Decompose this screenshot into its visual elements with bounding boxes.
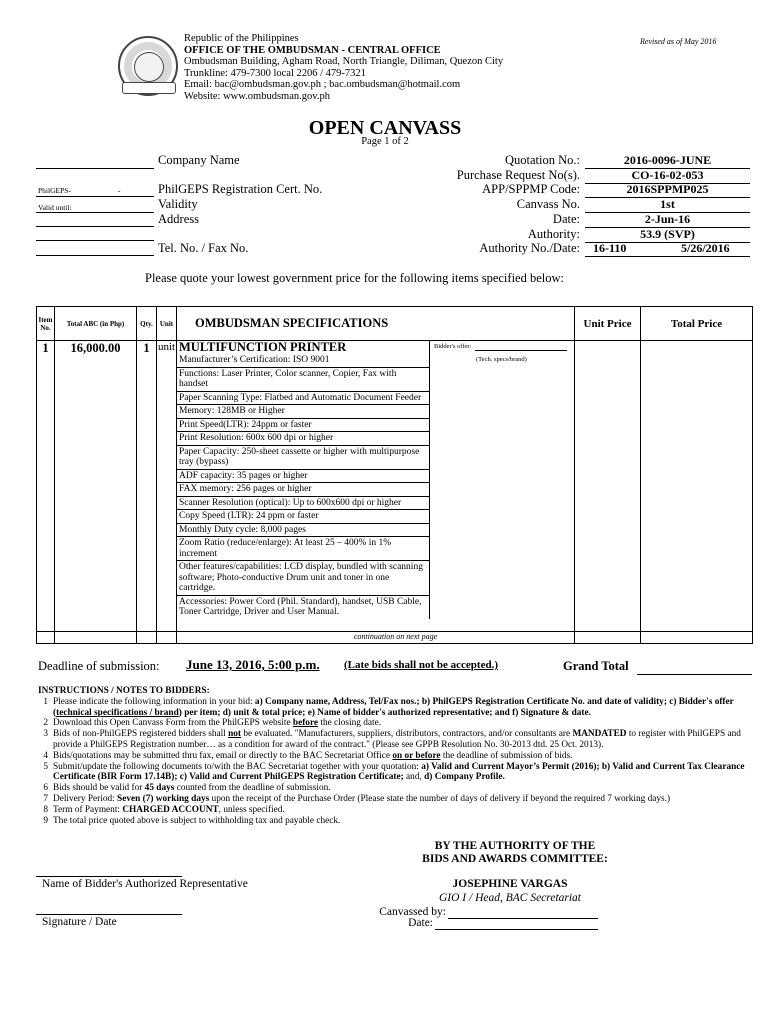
instruction-fragment: technical specifications / brand: [56, 707, 179, 718]
instruction-number: 1: [43, 696, 48, 707]
authority-date-value: 5/26/2016: [681, 241, 730, 255]
spec-line: Other features/capabilities: LCD display, bundled with scanning software; Photo-conductive Drum unit and toner in one cartridge.: [177, 561, 429, 596]
authority-no-value: 16-110: [593, 241, 627, 255]
spec-line: Scanner Resolution (optical): Up to 600x600 dpi or higher: [177, 497, 429, 511]
unit-price-cell[interactable]: [575, 341, 641, 632]
authority-value: 53.9 (SVP): [585, 227, 750, 243]
company-name-line[interactable]: [36, 168, 154, 169]
instruction-text: [53, 816, 750, 827]
deadline-label: Deadline of submission:: [38, 659, 160, 673]
instruction-fragment: upon the receipt of the Purchase Order (Please state the number of days of delivery if beyond the required 7 working days.): [209, 793, 671, 804]
instruction-fragment: ) per item; d) unit & total price; e) Name of bidder's authorized representative; and f) Signature & date.: [178, 707, 591, 718]
canvassed-by-label: Canvassed by:: [379, 906, 446, 918]
item-name: MULTIFUNCTION PRINTER: [179, 340, 347, 354]
instruction-number: 6: [43, 783, 48, 794]
instruction-fragment: a) Company name, Address, Tel/Fax nos.; b) PhilGEPS Registration Certificate No. and date of validity; c) Bidder's offer (: [53, 696, 734, 718]
app-code-value: 2016SPPMP025: [585, 182, 750, 198]
table-header-row: [37, 307, 753, 341]
instruction-number: 2: [43, 718, 48, 729]
instruction-fragment: Bids should be valid for: [53, 783, 145, 794]
instruction-fragment: be evaluated. "Manufacturers, suppliers, distributors, contractors, and/or consultants are: [241, 729, 573, 740]
bidders-offer-line[interactable]: [475, 350, 567, 351]
instruction-text: [53, 805, 750, 816]
unit-cell: unit: [157, 341, 177, 632]
instruction-text: [53, 697, 750, 719]
instruction-fragment: counted from the deadline of submission.: [174, 783, 331, 794]
table-row: [37, 632, 753, 644]
instruction-fragment: Download this Open Canvass Form from the PhilGEPS website: [53, 718, 293, 729]
authority-line1: BY THE AUTHORITY OF THE: [434, 840, 596, 852]
instruction-number: 7: [43, 793, 48, 804]
instruction-fragment: , unless specified.: [218, 804, 285, 815]
instruction-fragment: the closing date.: [318, 718, 382, 729]
instruction-item: [38, 794, 750, 805]
seal-emblem-icon: [134, 52, 164, 82]
letterhead-line1: Republic of the Philippines: [184, 33, 299, 44]
instruction-fragment: to register with PhilGEPS and provide a PhilGEPS Registration number… as a condition for award of the contract." (Please see GPPB Resolution No. 30-2013 dtd. 25 Oct. 2013).: [53, 729, 741, 750]
officer-name: JOSEPHINE VARGAS: [452, 878, 568, 890]
spec-list: [177, 341, 430, 619]
grand-total-label: Grand Total: [563, 659, 629, 673]
spec-line: Print Speed(LTR): 24ppm or faster: [177, 419, 429, 433]
validity-label: Validity: [158, 197, 198, 211]
page-number: Page 1 of 2: [361, 136, 409, 147]
authority-no-label: Authority No./Date:: [479, 241, 580, 255]
grand-total-line[interactable]: [637, 674, 752, 675]
bidders-offer-area[interactable]: [430, 341, 574, 619]
seal-ribbon: [122, 82, 176, 94]
letterhead-website: Website: www.ombudsman.gov.ph: [184, 90, 330, 102]
philgeps-prefix: PhilGEPS-: [38, 186, 71, 195]
valid-until-prefix: Valid until:: [38, 203, 72, 212]
instructions: [38, 686, 750, 826]
header-total-price: Total Price: [641, 307, 753, 341]
representative-name-label: Name of Bidder's Authorized Representative: [42, 878, 248, 890]
header-total-abc: Total ABC (in Php): [55, 307, 137, 341]
instruction-item: [38, 697, 750, 719]
instruction-number: 9: [43, 815, 48, 826]
validity-line[interactable]: [36, 212, 154, 213]
letterhead: [184, 33, 503, 102]
header-qty: Qty.: [137, 307, 157, 341]
instruction-item: [38, 805, 750, 816]
instruction-item: [38, 718, 750, 729]
instruction-fragment: 45 days: [144, 783, 175, 794]
instruction-fragment: MANDATED: [572, 729, 627, 740]
revised-note: Revised as of May 2016: [640, 37, 717, 46]
tel-fax-label: Tel. No. / Fax No.: [158, 241, 249, 255]
instruction-number: 5: [43, 761, 48, 772]
total-price-cell[interactable]: [641, 341, 753, 632]
address-line-2[interactable]: [36, 240, 154, 241]
page-title: OPEN CANVASS: [308, 117, 462, 139]
philgeps-dash: -: [118, 186, 121, 195]
instruction-fragment: a) Valid and Current Mayor’s Permit (2016); b) Valid and Current Tax Clearance Certificate (BIR Form 17.14B); c) Valid and Current PhilGEPS Registration Certificate;: [53, 761, 745, 783]
spec-line: Paper Scanning Type: Flatbed and Automatic Document Feeder: [177, 392, 429, 406]
instruction-fragment: Bids of non-PhilGEPS registered bidders shall: [53, 729, 229, 740]
instruction-number: 3: [43, 729, 48, 740]
instruction-fragment: Bids/quotations may be submitted thru fax, email or directly to the BAC Secretariat Office: [53, 750, 393, 761]
instruction-fragment: Seven (7) working days: [117, 793, 210, 804]
instruction-number: 8: [43, 804, 48, 815]
letterhead-email: Email: bac@ombudsman.gov.ph ; bac.ombudsman@hotmail.com: [184, 79, 461, 90]
signature-date-label: Signature / Date: [42, 916, 117, 928]
tech-specs-label: (Tech. specs/brand): [476, 356, 527, 363]
letterhead-trunkline: Trunkline: 479-7300 local 2206 / 479-7321: [184, 67, 366, 79]
items-table: [36, 306, 753, 644]
instruction-text: [53, 718, 750, 729]
canvass-no-label: Canvass No.: [516, 197, 580, 211]
signature-date-line[interactable]: [36, 914, 182, 915]
abc-cell: 16,000.00: [55, 341, 137, 632]
authority-line2: BIDS AND AWARDS COMMITTEE:: [422, 853, 608, 865]
continuation-note: continuation on next page: [177, 632, 575, 644]
bidders-offer-label: Bidder's offer:: [434, 343, 472, 350]
deadline-note: (Late bids shall not be accepted.): [344, 659, 498, 671]
instruction-fragment: d) Company Profile.: [424, 772, 505, 783]
instruction-item: [38, 816, 750, 827]
instruction-item: [38, 751, 750, 762]
spec-line: Paper Capacity: 250-sheet cassette or higher with multipurpose tray (bypass): [177, 446, 429, 470]
header-item-no: Item No.: [37, 307, 55, 341]
instruction-fragment: Please indicate the following information in your bid:: [53, 696, 255, 707]
philgeps-label: PhilGEPS Registration Cert. No.: [158, 182, 323, 196]
instruction-fragment: not: [228, 729, 242, 740]
specifications-cell: [177, 341, 575, 632]
instruction-text: [53, 794, 750, 805]
company-name-label: Company Name: [158, 153, 240, 167]
address-line-1[interactable]: [36, 226, 154, 227]
spec-line: Copy Speed (LTR): 24 ppm or faster: [177, 510, 429, 524]
spec-line: Zoom Ratio (reduce/enlarge): At least 25 – 400% in 1% increment: [177, 537, 429, 561]
instruction-fragment: the deadline of submission of bids.: [440, 750, 573, 761]
deadline-value: June 13, 2016, 5:00 p.m.: [186, 657, 320, 672]
spec-line: Manufacturer’s Certification: ISO 9001: [177, 354, 429, 368]
spec-line: Memory: 128MB or Higher: [177, 405, 429, 419]
address-label: Address: [158, 212, 199, 226]
officer-title: GIO I / Head, BAC Secretariat: [438, 892, 581, 904]
instruction-text: [53, 762, 750, 784]
instruction-text: [53, 751, 750, 762]
header-specifications: OMBUDSMAN SPECIFICATIONS: [177, 307, 575, 341]
qty-cell: 1: [137, 341, 157, 632]
spec-line: ADF capacity: 35 pages or higher: [177, 470, 429, 484]
spec-line: Monthly Duty cycle: 8,000 pages: [177, 524, 429, 538]
instruction-fragment: The total price quoted above is subject to withholding tax and payable check.: [53, 815, 341, 826]
canvass-date-line[interactable]: [435, 929, 598, 930]
authority-no-field: [585, 241, 750, 257]
ombudsman-seal-logo: [118, 36, 178, 96]
header-unit-price: Unit Price: [575, 307, 641, 341]
instruction-fragment: Term of Payment:: [53, 804, 123, 815]
quote-instruction: Please quote your lowest government price for the following items specified below:: [145, 271, 564, 285]
instruction-text: [53, 729, 750, 751]
spec-line: Functions: Laser Printer, Color scanner, Copier, Fax with handset: [177, 368, 429, 392]
instructions-list: [38, 697, 750, 827]
quotation-no-value: 2016-0096-JUNE: [585, 153, 750, 169]
letterhead-address: Ombudsman Building, Agham Road, North Triangle, Diliman, Quezon City: [184, 56, 504, 67]
instruction-fragment: and,: [403, 772, 425, 783]
instruction-number: 4: [43, 750, 48, 761]
table-row: [37, 341, 753, 632]
instruction-fragment: Delivery Period:: [53, 793, 118, 804]
spec-lines: [177, 354, 429, 619]
spec-line: FAX memory: 256 pages or higher: [177, 483, 429, 497]
instruction-item: [38, 783, 750, 794]
date-value: 2-Jun-16: [585, 212, 750, 228]
quotation-no-label: Quotation No.:: [505, 153, 580, 167]
instruction-item: [38, 762, 750, 784]
representative-name-line[interactable]: [36, 876, 182, 877]
instruction-text: [53, 783, 750, 794]
instructions-title: INSTRUCTIONS / NOTES TO BIDDERS:: [38, 686, 210, 696]
authority-label: Authority:: [527, 227, 580, 241]
tel-fax-line[interactable]: [36, 255, 154, 256]
header-unit: Unit: [157, 307, 177, 341]
purchase-request-label: Purchase Request No(s).: [456, 168, 580, 182]
instruction-fragment: Submit/update the following documents to/with the BAC Secretariat together with your quotation:: [53, 761, 422, 772]
canvass-date-label: Date:: [408, 917, 433, 929]
purchase-request-value: CO-16-02-053: [585, 168, 750, 184]
canvass-no-value: 1st: [585, 197, 750, 213]
date-label: Date:: [552, 212, 580, 226]
instruction-fragment: CHARGED ACCOUNT: [122, 804, 219, 815]
app-code-label: APP/SPPMP Code:: [482, 182, 580, 196]
letterhead-office: OFFICE OF THE OMBUDSMAN - CENTRAL OFFICE: [184, 44, 441, 56]
instruction-fragment: before: [292, 718, 319, 729]
spec-line: Print Resolution: 600x 600 dpi or higher: [177, 432, 429, 446]
canvassed-by-line[interactable]: [448, 918, 598, 919]
instruction-item: [38, 729, 750, 751]
item-no-cell: 1: [37, 341, 55, 632]
spec-line: Accessories: Power Cord (Phil. Standard), handset, USB Cable, Toner Cartridge, Driver and User Manual.: [179, 596, 422, 617]
instruction-fragment: on or before: [392, 750, 441, 761]
authority-block: [380, 840, 650, 866]
philgeps-line[interactable]: [36, 196, 154, 197]
